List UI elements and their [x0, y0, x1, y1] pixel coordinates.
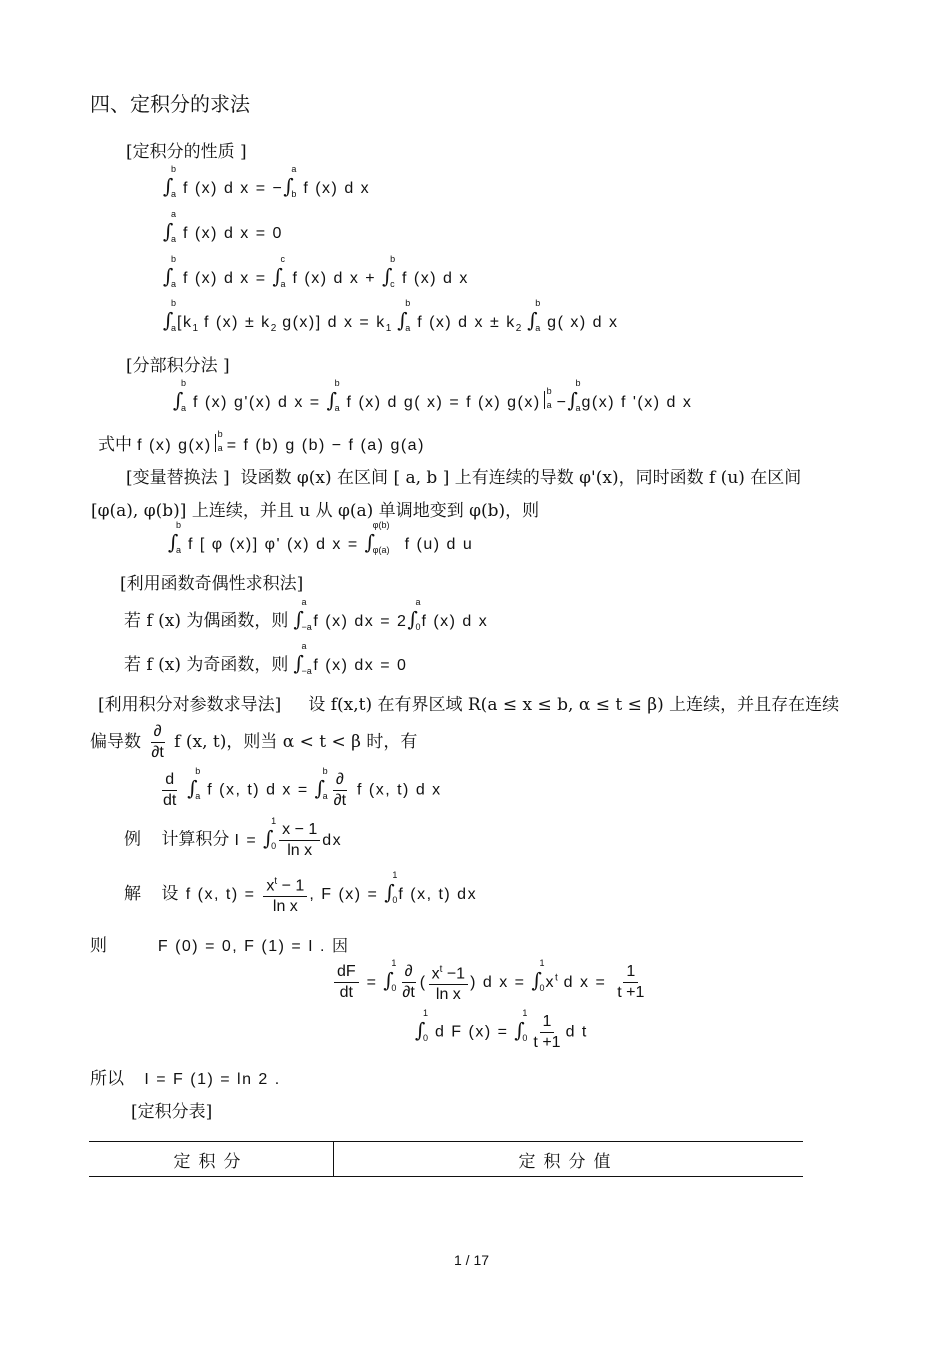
param-line-1: [利用积分对参数求导法] 设 f(x,t) 在有界区域 R(a ≤ x ≤ b, α ≤ t ≤ β) 上连续，并且存在连续	[98, 695, 840, 715]
integral-sign: ∫ b a	[397, 310, 411, 332]
example-fraction: $\frac{x - 1}{\text{ln x}}$	[279, 820, 320, 861]
integral-sign: ∫ b a	[163, 310, 177, 332]
integral-sign: ∫ a 0	[407, 609, 421, 631]
table-header-row	[89, 1142, 803, 1177]
parts-heading: [分部积分法 ]	[126, 356, 230, 376]
integral-sign: ∫ a −a	[293, 653, 307, 675]
substitution-line-2: [φ(a), φ(b)] 上连续，并且 u 从 φ(a) 单调地变到 φ(b)，则	[91, 501, 540, 521]
property-formula-4: ∫ b a [$k_1$ f $(x) \pm k_2$ g(x)] d $x = k_1$ ∫ b a f (x) d $x \pm k_2$ ∫ b a g( x) d x	[163, 310, 618, 334]
integral-sign: ∫ b a	[527, 310, 541, 332]
integral-sign: ∫ b a	[315, 778, 329, 800]
param-formula: $\frac{d}{dt}$ ∫ b a f (x, t) d x = ∫ b a $\frac{\partial}{\partial t}$ f (x, t) d x	[158, 770, 442, 811]
property-formula-3: ∫ b a f (x) d x = ∫ c a f (x) d x + ∫ b c f (x) d x	[163, 266, 469, 288]
integrand-fraction: $\frac{x^t -1}{\text{ln x}}$	[429, 960, 468, 1005]
integral-sign: ∫ b a	[163, 266, 177, 288]
partial-fraction: $\frac{\partial}{\partial t}$	[151, 723, 164, 761]
integral-table	[89, 1141, 803, 1177]
integral-sign: ∫ a b	[283, 176, 297, 198]
solution-line: 解 设 f (x, t) = $\frac{x^t - 1}{\text{ln x}}$ , F (x) = ∫ 1 0 f (x, t) dx	[124, 872, 477, 917]
section-title: 四、定积分的求法	[90, 92, 250, 116]
integral-sign: ∫ b a	[567, 390, 581, 412]
substitution-line-1: [变量替换法 ] 设函数 φ(x) 在区间 [ a, b ] 上有连续的导数 φ'(x)，同时函数 f (u) 在区间	[126, 468, 802, 488]
table-header-value: 定积分值	[334, 1142, 804, 1177]
integrated-formula: ∫ 1 0 d F (x) = ∫ 1 0 $\frac{1}{t +1}$ d t	[415, 1012, 588, 1053]
evaluation-bar: b a	[212, 434, 222, 454]
parts-formula: ∫ b a f (x) g'(x) d x = ∫ b a f (x) d g( x) = f (x) g(x) b a − ∫ b a g(x) f '(x) d x	[173, 390, 692, 412]
partial-fraction: $\frac{\partial}{\partial t}$	[333, 771, 347, 809]
partial-fraction: $\frac{\partial}{\partial t}$	[402, 963, 415, 1002]
integral-sign: ∫ φ(b) φ(a)	[365, 532, 399, 554]
integral-sign: ∫ b a	[163, 176, 177, 198]
integral-sign: ∫ c a	[273, 266, 287, 288]
integral-sign: ∫ 1 0	[384, 882, 398, 904]
integral-sign: ∫ a −a	[293, 609, 307, 631]
table-heading: [定积分表]	[131, 1102, 213, 1122]
property-formula-1: ∫ b a f (x) d x = − ∫ a b f (x) d x	[163, 176, 370, 198]
evaluation-bar: b a	[541, 391, 551, 411]
integral-sign: ∫ a a	[163, 221, 177, 243]
integral-sign: ∫ b c	[382, 266, 396, 288]
derivative-fraction: $\frac{d}{dt}$	[163, 771, 177, 809]
conclusion-line: 所以 I = F (1) = ln 2 .	[90, 1069, 281, 1089]
parity-heading: [利用函数奇偶性求积法]	[120, 574, 304, 594]
table-header-integral: 定积分	[89, 1142, 334, 1177]
property-formula-2: ∫ a a f (x) d x = 0	[163, 221, 283, 243]
result-fraction: $\frac{1}{t +1}$	[533, 1013, 561, 1051]
derivative-formula: $\frac{dF}{dt}$ = ∫ 1 0 $\frac{\partial}{\partial t}$ ( $\frac{x^t -1}{\text{ln x}}$ ) d x = ∫ 1 0 $x^t$ d x = $\frac{1}{t +1}$	[332, 960, 649, 1005]
parity-odd: 若 f (x) 为奇函数，则 ∫ a −a f (x) dx = 0	[124, 650, 407, 675]
then-line: 则 F (0) = 0, F (1) = I . 因	[90, 936, 350, 956]
integral-sign: ∫ 1 0	[415, 1020, 429, 1042]
result-fraction: $\frac{1}{t +1}$	[617, 963, 645, 1002]
substitution-formula: ∫ b a f [ φ (x)] φ' (x) d x = ∫ φ(b) φ(a) f (u) d u	[168, 532, 473, 554]
integral-sign: ∫ b a	[168, 532, 182, 554]
integral-sign: ∫ b a	[173, 390, 187, 412]
param-line-2: 偏导数 $\frac{\partial}{\partial t}$ f (x, t)，则当 α < t < β 时，有	[90, 723, 418, 761]
integral-sign: ∫ 1 0	[383, 970, 397, 992]
parts-note: 式中 f (x) g(x) b a = f (b) g (b) − f (a) g(a)	[98, 429, 425, 455]
example-line: 例 计算积分 I = ∫ 1 0 $\frac{x - 1}{\text{ln x}}$ dx	[124, 820, 342, 861]
solution-fraction: $\frac{x^t - 1}{\text{ln x}}$	[263, 872, 307, 917]
integral-sign: ∫ b a	[327, 390, 341, 412]
integral-sign: ∫ 1 0	[531, 970, 545, 992]
properties-heading: [定积分的性质 ]	[126, 142, 247, 162]
page-number: 1 / 17	[454, 1252, 490, 1268]
integral-sign: ∫ b a	[187, 778, 201, 800]
integral-sign: ∫ 1 0	[514, 1020, 528, 1042]
integral-sign: ∫ 1 0	[263, 828, 277, 850]
parity-even: 若 f (x) 为偶函数，则 ∫ a −a f (x) dx = 2 ∫ a 0 f (x) d x	[124, 606, 488, 631]
dF-fraction: $\frac{dF}{dt}$	[334, 962, 359, 1003]
